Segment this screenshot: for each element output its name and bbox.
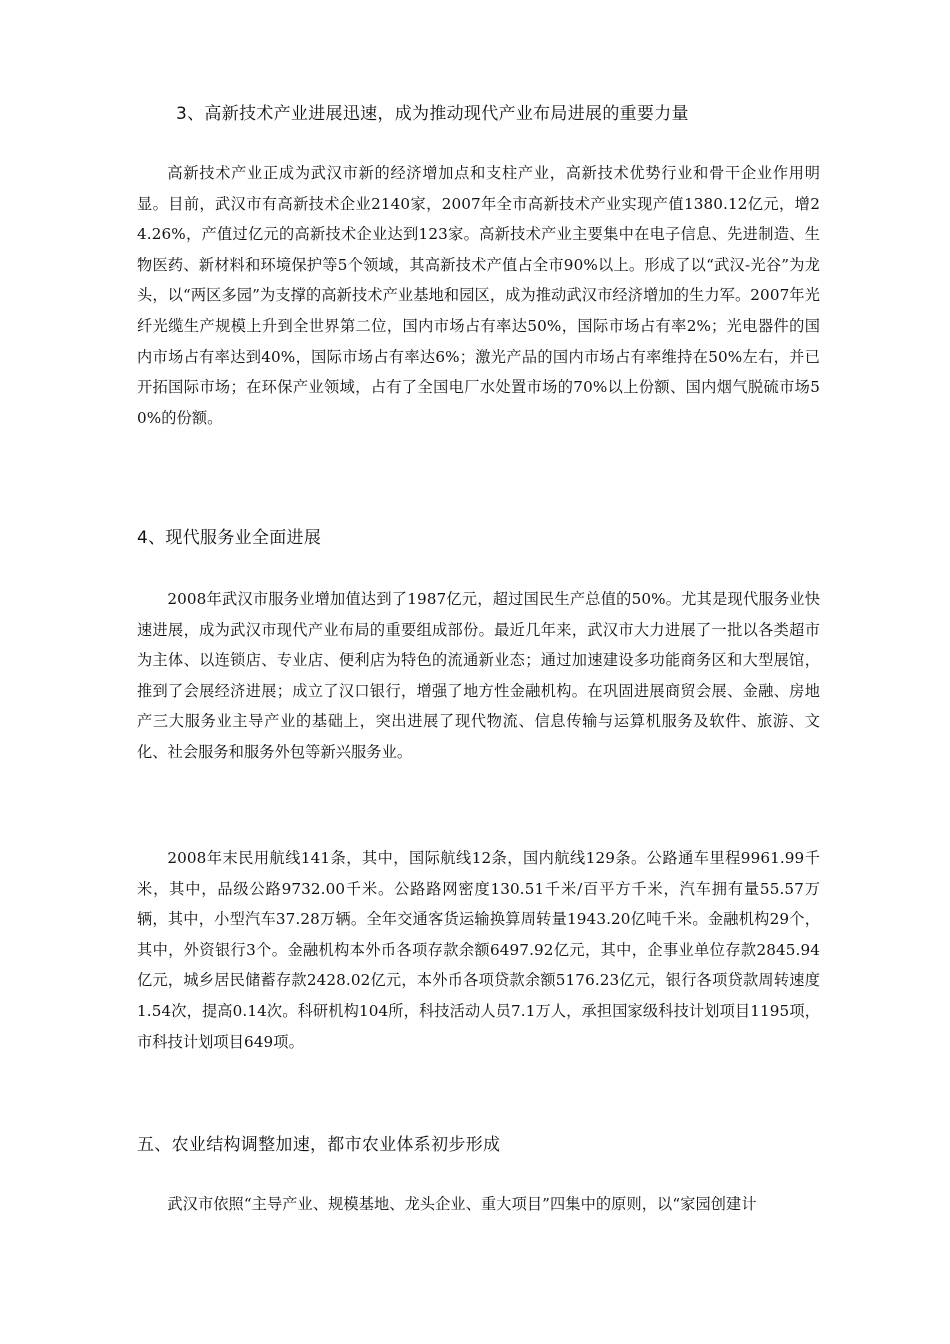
section-5-paragraph: 武汉市依照“主导产业、规模基地、龙头企业、重大项目”四集中的原则，以“家园创建计 (167, 1195, 757, 1213)
section-4-heading: 4、现代服务业全面进展 (137, 528, 322, 548)
section-4-paragraph-services: 2008年武汉市服务业增加值达到了1987亿元，超过国民生产总值的50%。尤其是现代服务业快速进展，成为武汉市现代产业布局的重要组成部份。最近几年来，武汉市大力进展了一批以各类超市为主体、以连锁店、专业店、便利店为特色的流通新业态；通过加速建设多功能商务区和大型展馆，推到了会展经济进展；成立了汉口银行，增强了地方性金融机构。在巩固进展商贸会展、金融、房地产三大服务业主导产业的基础上，突出进展了现代物流、信息传输与运算机服务及软件、旅游、文化、社会服务和服务外包等新兴服务业。 (137, 590, 820, 761)
section-3-paragraph: 高新技术产业正成为武汉市新的经济增加点和支柱产业，高新技术优势行业和骨干企业作用明显。目前，武汉市有高新技术企业2140家，2007年全市高新技术产业实现产值1380.12亿元，增24.26%，产值过亿元的高新技术企业达到123家。高新技术产业主要集中在电子信息、先进制造、生物医药、新材料和环境保护等5个领域，其高新技术产值占全市90%以上。形成了以“武汉-光谷”为龙头，以“两区多园”为支撑的高新技术产业基地和园区，成为推动武汉市经济增加的生力军。2007年光纤光缆生产规模上升到全世界第二位，国内市场占有率达50%，国际市场占有率2%；光电器件的国内市场占有率达到40%，国际市场占有率达6%；激光产品的国内市场占有率维持在50%左右，并已开拓国际市场；在环保产业领域，占有了全国电厂水处置市场的70%以上份额、国内烟气脱硫市场50%的份额。 (137, 164, 820, 427)
section-3-heading: 3、高新技术产业进展迅速，成为推动现代产业布局进展的重要力量 (176, 104, 689, 124)
section-5-heading: 五、农业结构调整加速，都市农业体系初步形成 (137, 1135, 501, 1155)
section-4-paragraph-statistics: 2008年末民用航线141条，其中，国际航线12条，国内航线129条。公路通车里程9961.99千米，其中，品级公路9732.00千米。公路路网密度130.51千米/百平方千米，汽车拥有量55.57万辆，其中，小型汽车37.28万辆。全年交通客货运输换算周转量1943.20亿吨千米。金融机构29个，其中，外资银行3个。金融机构本外币各项存款余额6497.92亿元，其中，企事业单位存款2845.94亿元，城乡居民储蓄存款2428.02亿元，本外币各项贷款余额5176.23亿元，银行各项贷款周转速度1.54次，提高0.14次。科研机构104所，科技活动人员7.1万人，承担国家级科技计划项目1195项，市科技计划项目649项。 (137, 849, 820, 1051)
